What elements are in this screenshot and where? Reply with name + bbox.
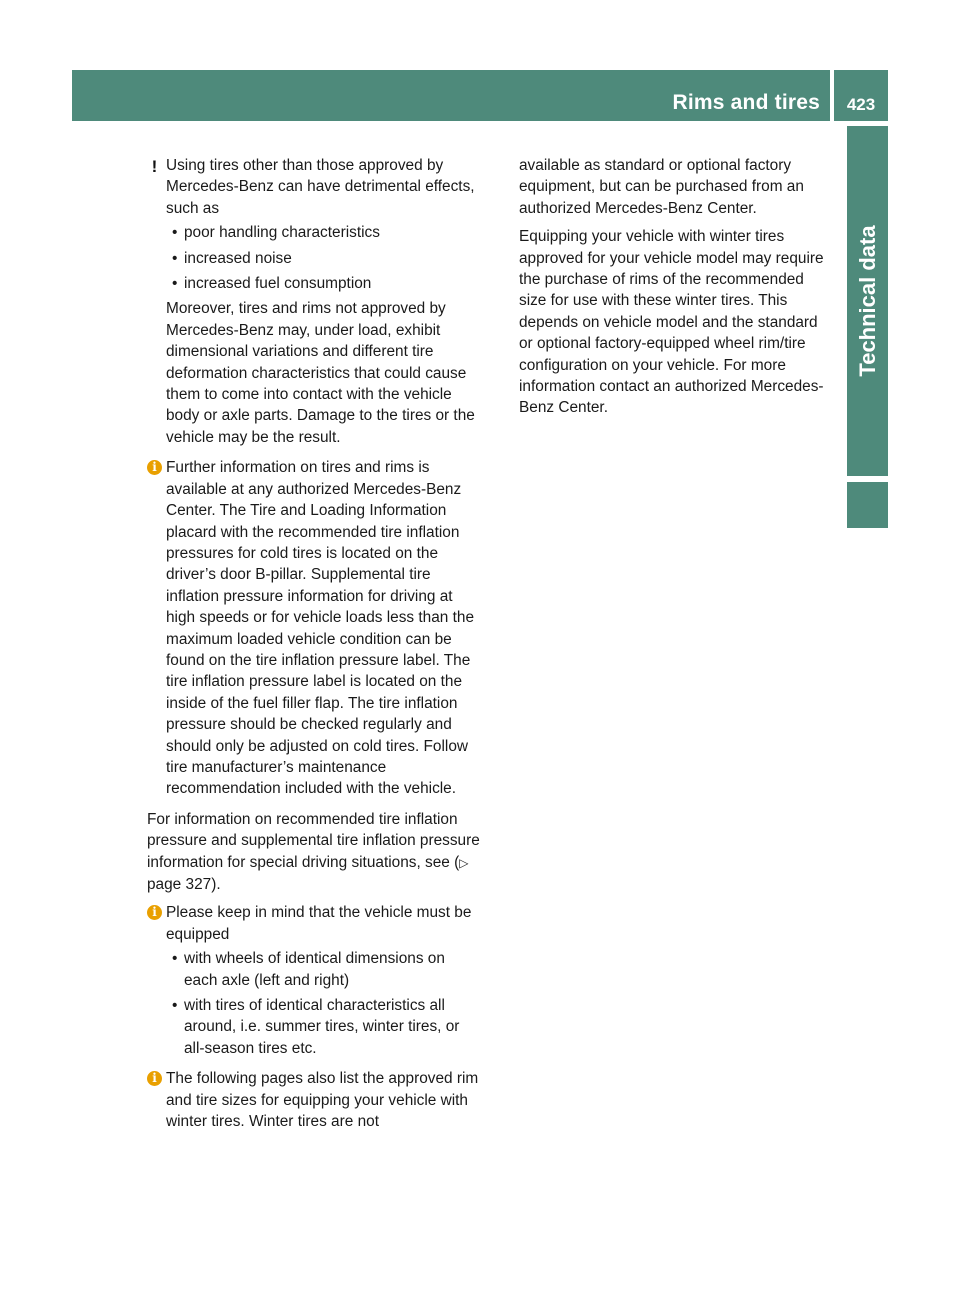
info-note-3 <box>147 1068 481 1132</box>
side-tab <box>847 126 888 476</box>
side-tab-marker <box>847 482 888 528</box>
side-tab-label: Technical data <box>854 225 880 377</box>
info-icon: i <box>147 1071 162 1086</box>
list-item: • poor handling characteristics <box>166 222 481 243</box>
info-note-3-text: The following pages also list the approved rim and tire sizes for equipping your vehicle with winter tires. Winter tires are not <box>166 1070 479 1131</box>
reference-text: For information on recommended tire inflation pressure and supplemental tire inflation pressure information for special driving situations, see ( <box>147 810 480 871</box>
info-note-1-text: Further information on tires and rims is available at any authorized Mercedes-Benz Center. The Tire and Loading Information placard with the recommended tire inflation pressures for cold tires is located on the driver’s door B-pillar. Supplemental tire inflation pressure information for driving at high speeds or for vehicle loads less than the maximum loaded vehicle condition can be found on the tire inflation pressure label. The tire inflation pressure label is located on the inside of the fuel filler flap. The tire inflation pressure should be checked regularly and should only be adjusted on cold tires. Follow tire manufacturer’s maintenance recommendation included with the vehicle. <box>166 459 475 798</box>
info-icon: i <box>147 905 162 920</box>
warning-note <box>147 155 481 448</box>
reference-paragraph <box>147 809 481 896</box>
info-note-2-list <box>166 948 481 1059</box>
warning-body: Moreover, tires and rims not approved by Mercedes-Benz may, under load, exhibit dimensional variations and different tire deformation characteristics that could cause them to come into contact with the vehicle body or axle parts. Damage to the tires or the vehicle may be the result. <box>166 300 475 446</box>
list-item: • with wheels of identical dimensions on each axle (left and right) <box>166 948 481 991</box>
reference-tail: ). <box>211 876 221 893</box>
info-note-2-intro: Please keep in mind that the vehicle must be equipped <box>166 904 472 943</box>
left-column <box>147 155 481 1141</box>
info-icon: i <box>147 460 162 475</box>
right-column <box>519 155 835 426</box>
list-item: • increased noise <box>166 248 481 269</box>
info-note-2 <box>147 902 481 1059</box>
section-title: Rims and tires <box>672 91 820 114</box>
page-number-box <box>834 70 888 121</box>
info-note-1 <box>147 457 481 800</box>
header-bar <box>72 70 830 121</box>
right-paragraph-2: Equipping your vehicle with winter tires approved for your vehicle model may require the purchase of rims of the recommended size for use with these winter tires. This depends on vehicle model and the standard or optional factory-equipped wheel rim/tire configuration on your vehicle. For more information contact an authorized Mercedes-Benz Center. <box>519 228 824 417</box>
warning-icon: ! <box>151 157 158 176</box>
page-number: 423 <box>846 95 876 114</box>
right-paragraph-1: available as standard or optional factory equipment, but can be purchased from an authorized Mercedes-Benz Center. <box>519 157 804 217</box>
list-item: • increased fuel consumption <box>166 273 481 294</box>
warning-intro: Using tires other than those approved by Mercedes-Benz can have detrimental effects, such as <box>166 157 475 217</box>
page-reference-link[interactable]: page 327 <box>147 876 212 893</box>
page-ref-arrow-icon: ▷ <box>459 855 469 870</box>
warning-list <box>166 222 481 294</box>
list-item: • with tires of identical characteristics all around, i.e. summer tires, winter tires, or all-season tires etc. <box>166 995 481 1059</box>
